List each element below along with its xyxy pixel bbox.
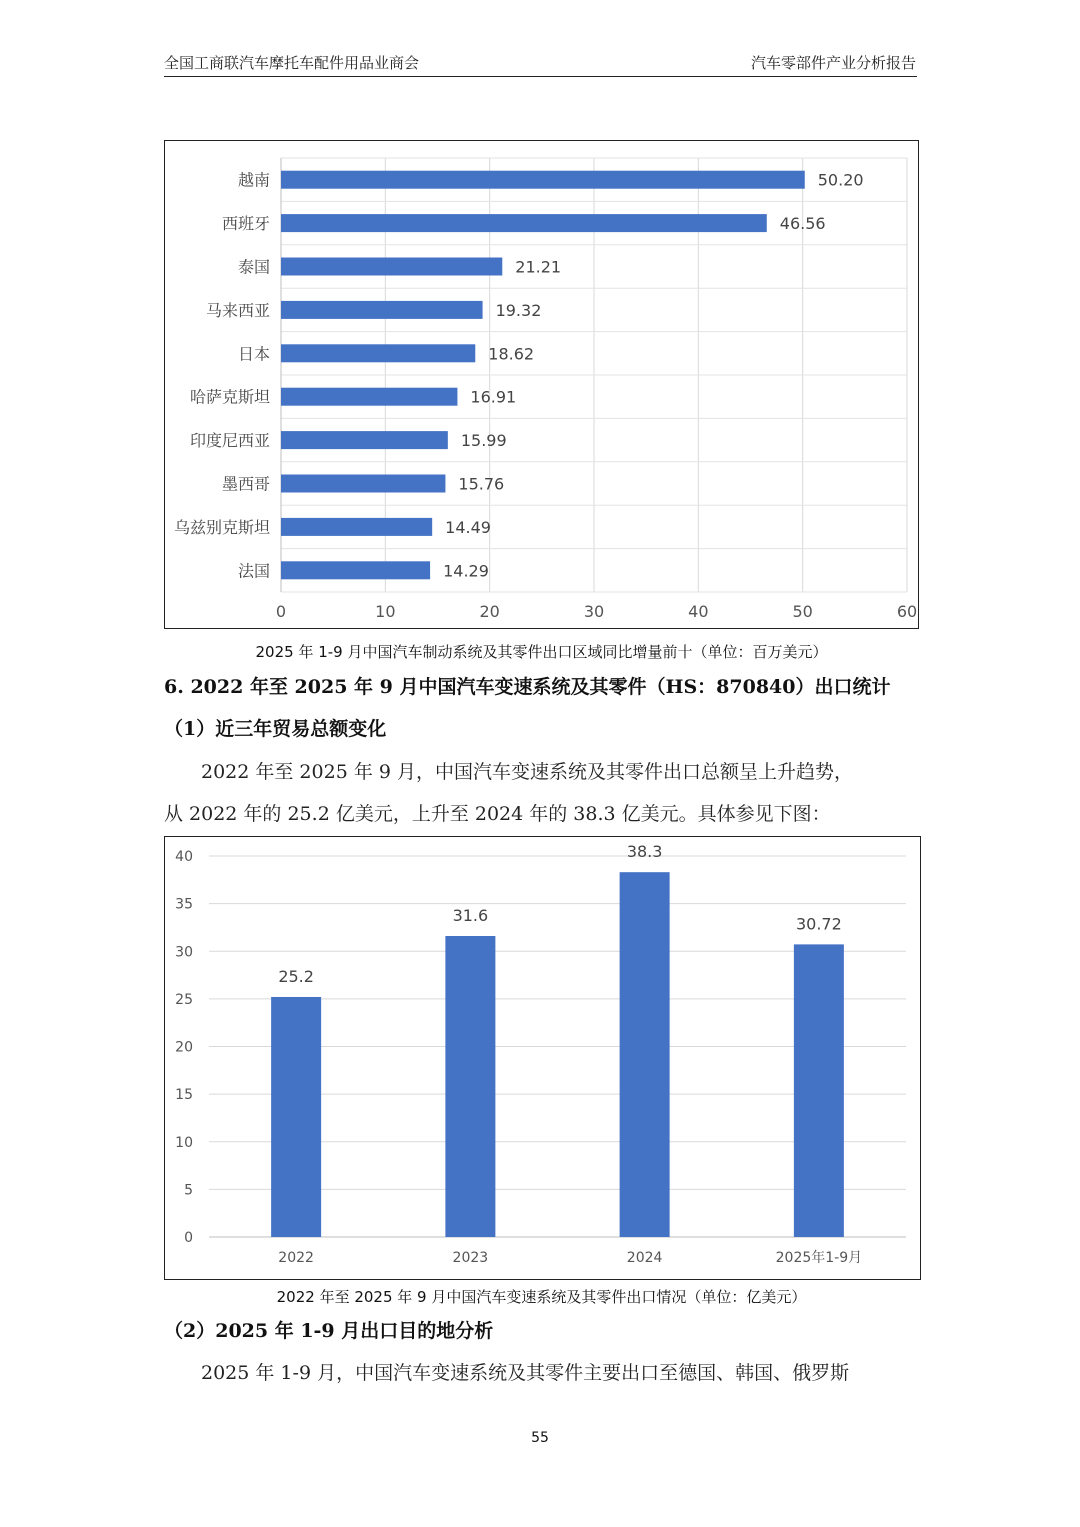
paragraph1-line2: 从 2022 年的 25.2 亿美元，上升至 2024 年的 38.3 亿美元。具体参见下图：: [164, 803, 831, 825]
header-left: 全国工商联汽车摩托车配件用品业商会: [164, 54, 420, 72]
chart2-frame: [164, 836, 921, 1280]
chart1-data-label: 18.62: [488, 344, 535, 364]
page-number: 55: [531, 1430, 549, 1446]
chart1-bar: [281, 388, 457, 406]
header-right: 汽车零部件产业分析报告: [750, 54, 916, 72]
chart2-y-tick-label: 30: [175, 944, 193, 961]
chart1-bar: [281, 171, 805, 189]
chart1-data-label: 19.32: [495, 300, 542, 320]
section6-title: 6. 2022 年至 2025 年 9 月中国汽车变速系统及其零件（HS：870840）出口统计: [164, 676, 891, 698]
chart1-data-label: 15.99: [460, 431, 507, 451]
chart1-x-tick-label: 20: [479, 602, 500, 621]
chart1-bar: [281, 561, 430, 579]
chart2-x-tick-label: 2025年1-9月: [775, 1250, 863, 1266]
chart2-bar: [620, 872, 670, 1237]
chart2-bar-chart: [165, 837, 920, 1279]
chart1-bar: [281, 214, 767, 232]
chart2-y-tick-label: 0: [184, 1230, 193, 1246]
chart1-x-tick-label: 10: [375, 602, 396, 621]
chart1-bar: [281, 344, 475, 362]
chart2-data-label: 38.3: [626, 842, 663, 862]
chart1-x-tick-label: 0: [275, 602, 287, 621]
chart1-category-label: 印度尼西亚: [189, 431, 270, 451]
chart1-data-label: 21.21: [515, 257, 562, 277]
chart1-bar: [281, 475, 445, 493]
chart1-bar: [281, 518, 432, 536]
chart2-y-tick-label: 20: [175, 1039, 193, 1056]
chart1-bar: [281, 431, 448, 449]
chart2-x-tick-label: 2022: [278, 1250, 314, 1266]
chart2-y-tick-label: 5: [184, 1182, 193, 1199]
subsection1-title: （1）近三年贸易总额变化: [164, 718, 387, 740]
chart1-x-tick-label: 60: [896, 602, 918, 621]
chart1-category-label: 墨西哥: [221, 474, 270, 494]
chart2-y-tick-label: 35: [175, 896, 193, 913]
chart1-data-label: 50.20: [817, 170, 864, 190]
chart2-bar: [794, 944, 844, 1237]
chart2-x-tick-label: 2024: [626, 1250, 663, 1266]
subsection2-title: （2）2025 年 1-9 月出口目的地分析: [164, 1320, 494, 1342]
chart1-data-label: 16.91: [470, 387, 517, 407]
chart2-x-tick-label: 2023: [452, 1250, 489, 1266]
chart2-bar: [271, 997, 321, 1237]
chart2-data-label: 30.72: [795, 914, 842, 934]
chart1-category-label: 越南: [237, 170, 270, 190]
chart1-bar: [281, 258, 502, 276]
paragraph2-line1: 2025 年 1-9 月，中国汽车变速系统及其零件主要出口至德国、韩国、俄罗斯: [201, 1362, 850, 1384]
chart1-data-label: 46.56: [779, 214, 826, 234]
chart1-caption: 2025 年 1-9 月中国汽车制动系统及其零件出口区域同比增量前十（单位：百万美元）: [255, 643, 828, 661]
chart2-y-tick-label: 10: [175, 1134, 193, 1151]
chart1-category-label: 法国: [237, 561, 270, 581]
chart1-category-label: 乌兹别克斯坦: [173, 517, 270, 537]
chart1-category-label: 泰国: [237, 257, 270, 277]
chart1-category-label: 哈萨克斯坦: [189, 387, 270, 407]
chart1-data-label: 14.49: [445, 517, 491, 537]
chart2-bar: [445, 936, 495, 1237]
chart1-category-label: 西班牙: [221, 214, 270, 234]
chart2-caption: 2022 年至 2025 年 9 月中国汽车变速系统及其零件出口情况（单位：亿美元）: [276, 1288, 807, 1306]
chart1-x-tick-label: 30: [583, 602, 605, 621]
chart2-data-label: 31.6: [452, 906, 489, 926]
chart2-data-label: 25.2: [278, 966, 314, 986]
chart2-y-tick-label: 15: [175, 1087, 193, 1104]
chart1-bar: [281, 301, 483, 319]
chart1-frame: [164, 140, 919, 629]
chart1-category-label: 马来西亚: [205, 300, 270, 320]
chart1-data-label: 15.76: [458, 474, 505, 494]
chart2-y-tick-label: 40: [175, 849, 193, 865]
chart1-category-label: 日本: [237, 344, 270, 364]
chart1-x-tick-label: 50: [792, 602, 813, 621]
chart1-x-tick-label: 40: [688, 602, 709, 621]
chart1-data-label: 14.29: [443, 561, 489, 581]
chart1-bar-chart: [165, 141, 918, 628]
header-rule: [164, 76, 917, 77]
chart2-y-tick-label: 25: [175, 991, 193, 1008]
paragraph1-line1: 2022 年至 2025 年 9 月，中国汽车变速系统及其零件出口总额呈上升趋势，: [201, 761, 853, 783]
